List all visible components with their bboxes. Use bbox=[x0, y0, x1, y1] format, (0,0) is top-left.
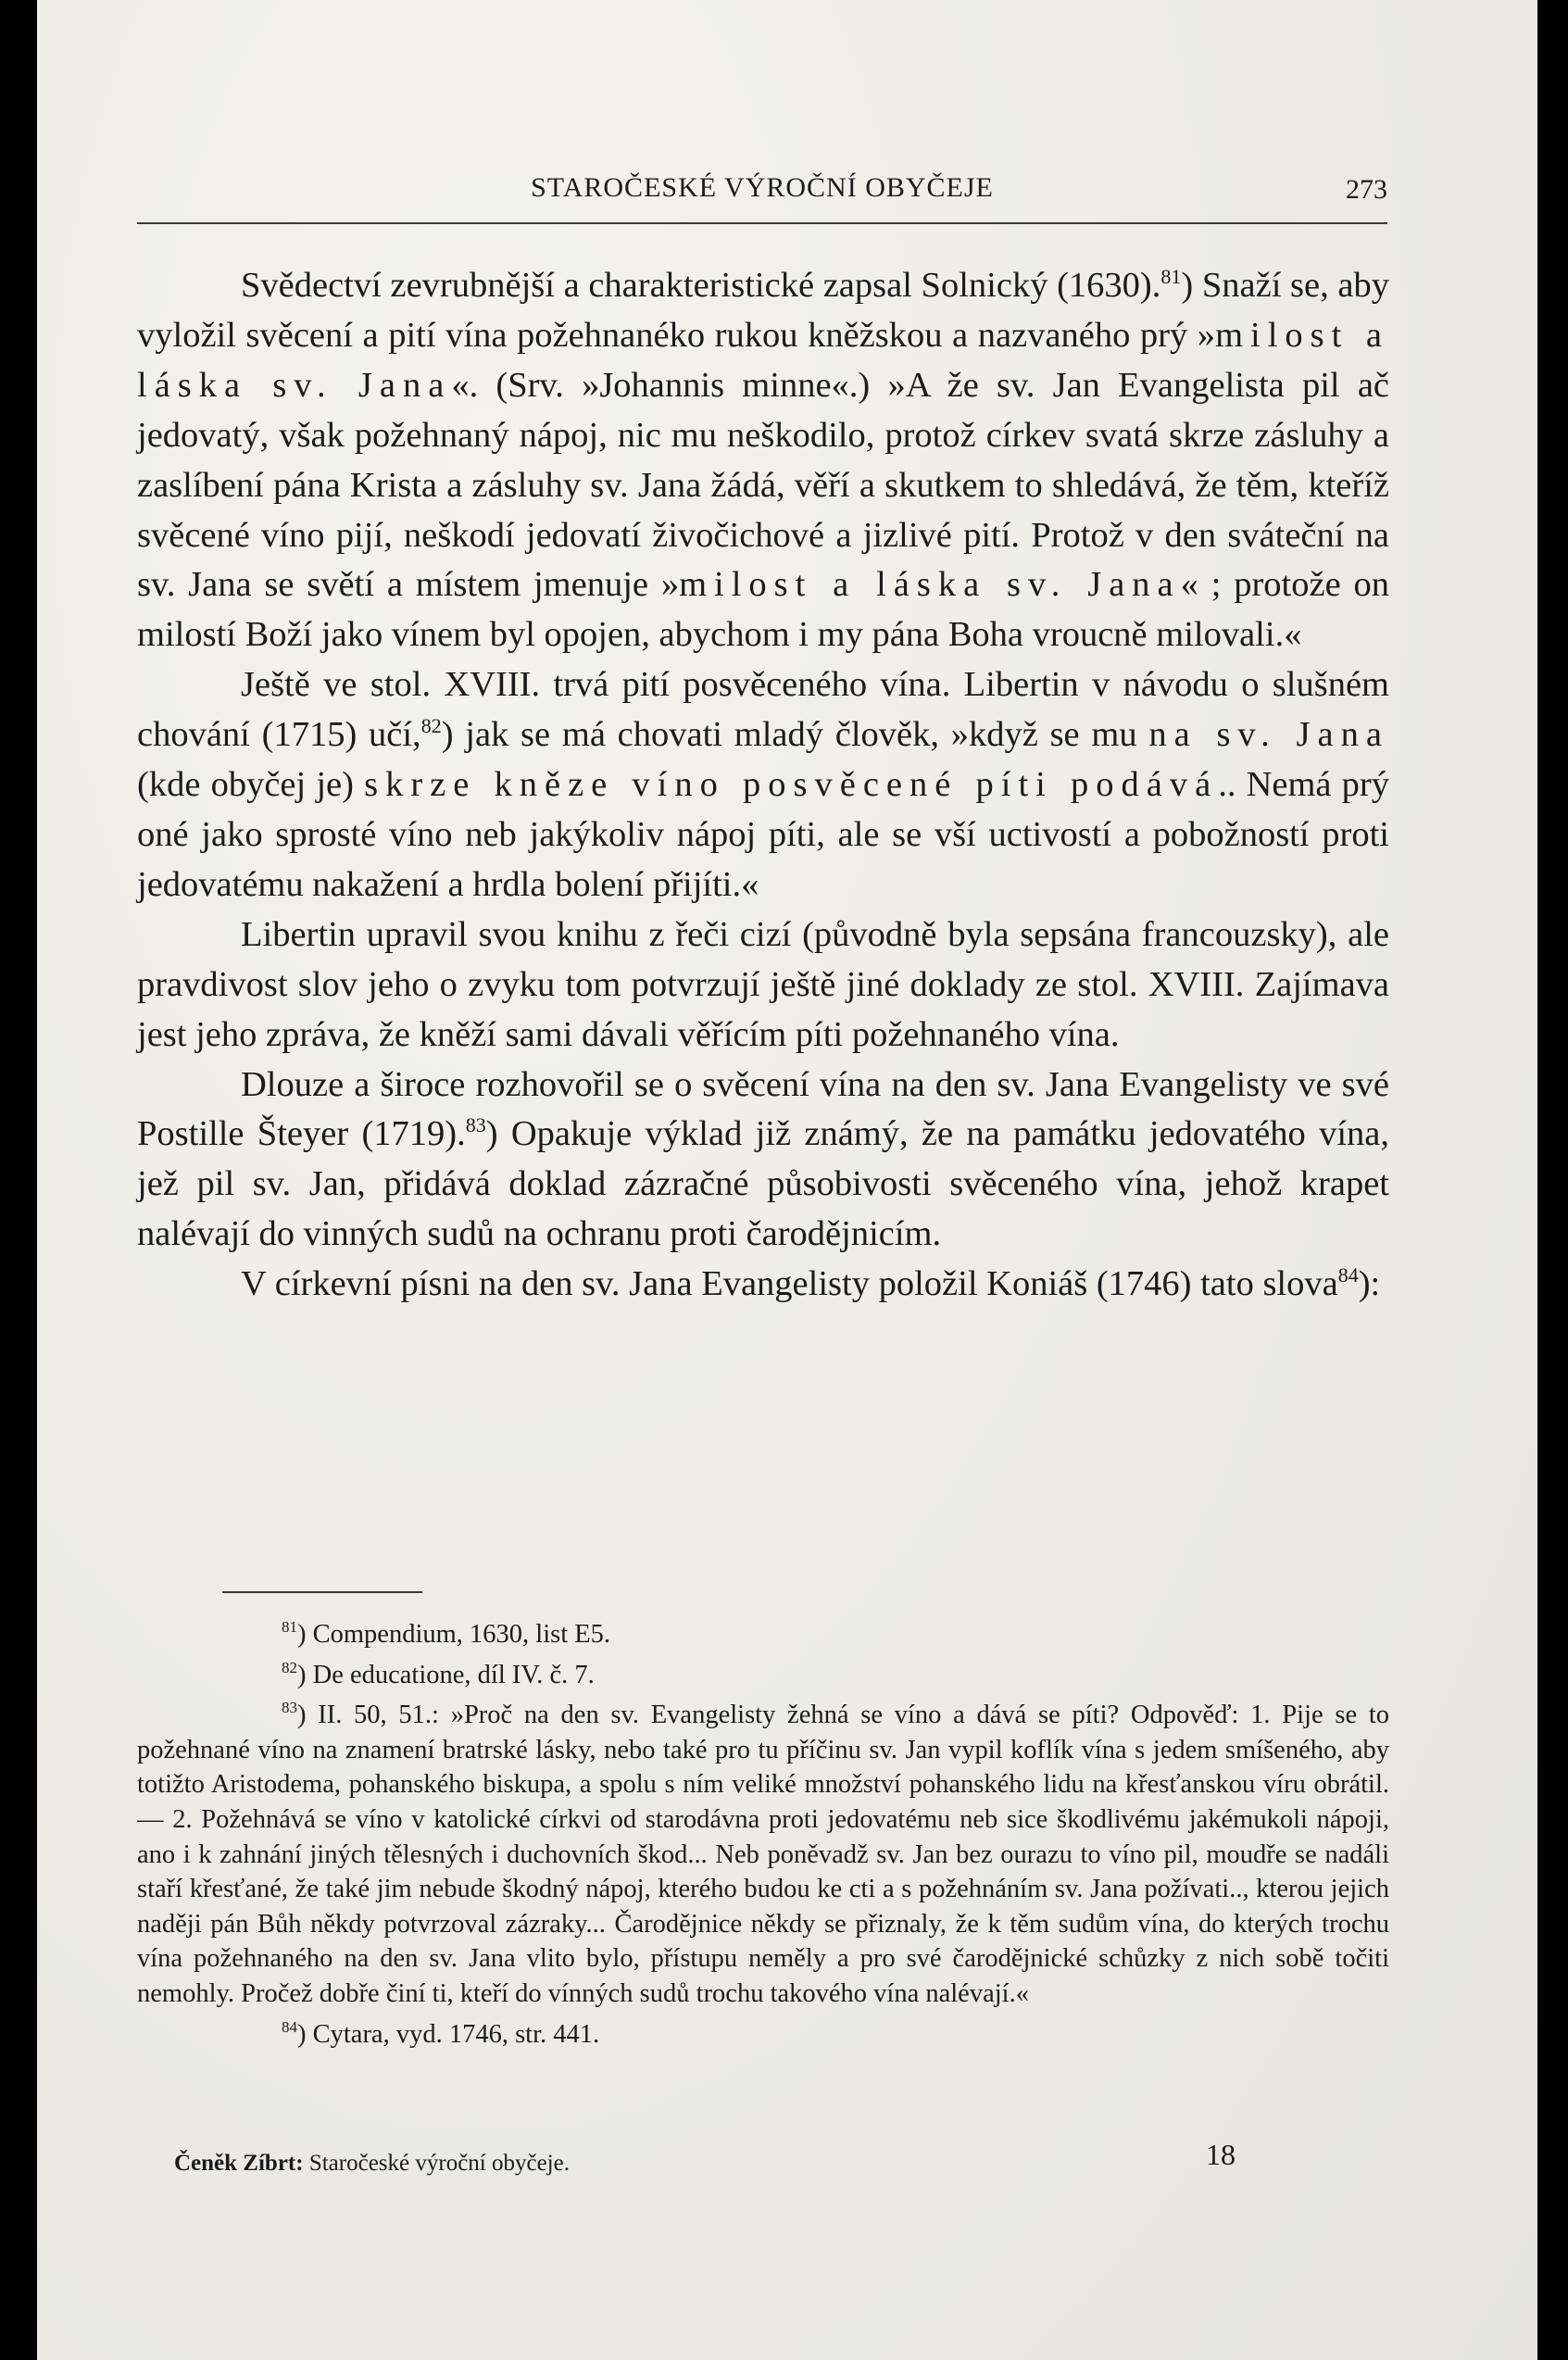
footnote-ref-82: 82 bbox=[420, 714, 442, 738]
signature-author: Čeněk Zíbrt: bbox=[174, 2151, 304, 2176]
signature-work: Staročeské výroční obyčeje. bbox=[308, 2151, 570, 2176]
footnote-84: $^{84}$) Cytara, vyd. 1746, str. 441. bbox=[282, 2017, 600, 2049]
footnote-rule bbox=[222, 1591, 422, 1593]
signature-line bbox=[174, 2151, 570, 2177]
book-page bbox=[37, 0, 1537, 2360]
paragraph-4: Dlouze a široce rozhovořil se o svěcení vína na den sv. Jana Evangelisty ve své Postille Šteyer (1719).$^{83}$) Opakuje výklad již známý, že na památku jedovatého vína, jež pil sv. Jan, přidává doklad zázračné působivosti svěceného vína, jehož krapet nalévají do vinných sudů na ochranu proti čarodějnicím. bbox=[137, 1064, 1389, 1254]
paragraph-1: Svědectví zevrubnější a charakteristické zapsal Solnický (1630).$^{81}$) Snaží se, aby vyložil svěcení a pití vína požehnanéko rukou kněžskou a nazvaného prý »milost a láska sv. Jana«. (Srv. »Johannis minne«.) »A že sv. Jan Evangelista pil ač jedovatý, však požehnaný nápoj, nic mu neškodilo, protož církev svatá skrze zásluhy a zaslíbení pána Krista a zásluhy sv. Jana žádá, věří a skutkem to shledává, že těm, kteříž svěcené víno pijí, neškodí jedovatí živočichové a jizlivé pití. Protož v den sváteční na sv. Jana se světí a místem jmenuje »milost a láska sv. Jana« ; protože on milostí Boží jako vínem byl opojen, abychom i my pána Boha vroucně milovali.« bbox=[137, 265, 1390, 655]
footnotes bbox=[137, 1617, 1389, 2057]
footnote-81: $^{81}$) Compendium, 1630, list E5. bbox=[282, 1618, 611, 1649]
footnote-ref-84: 84 bbox=[1337, 1263, 1359, 1287]
paragraph-2: Ještě ve stol. XVIII. trvá pití posvěceného vína. Libertin v návodu o slušném chování (1715) učí,$^{82}$) jak se má chovati mladý člověk, »když se mu na sv. Jana (kde obyčej je) skrze kněze víno posvěcené píti podává.. Nemá prý oné jako sprosté víno neb jakýkoliv nápoj píti, ale se vší uctivostí a pobožností proti jedovatému nakažení a hrdla bolení přijíti.« bbox=[137, 665, 1389, 904]
paragraph-3: Libertin upravil svou knihu z řeči cizí (původně byla sepsána francouzsky), ale pravdivost slov jeho o zvyku tom potvrzují ještě jiné doklady ze stol. XVIII. Zajímava jest jeho zpráva, že kněží sami dávali věřícím píti požehnaného vína. bbox=[137, 914, 1389, 1054]
main-text bbox=[137, 261, 1389, 1310]
footnote-ref-83: 83 bbox=[465, 1113, 486, 1137]
paragraph-5: V církevní písni na den sv. Jana Evangelisty položil Koniáš (1746) tato slova$^{84}$): bbox=[241, 1263, 1381, 1304]
header-rule bbox=[137, 222, 1387, 224]
sheet-number: 18 bbox=[1206, 2138, 1236, 2171]
footnote-82: $^{82}$) De educatione, díl IV. č. 7. bbox=[282, 1658, 595, 1689]
footnote-83: $^{83}$) II. 50, 51.: »Proč na den sv. Evangelisty žehná se víno a dává se píti? Odpověď: 1. Pije se to požehnané víno na znamení bratrské lásky, nebo také pro tu příčinu sv. Jan vypil koflík vína s jedem smíšeného, aby totižto Aristodema, pohanského biskupa, a spolu s ním veliké množství pohanského lidu na křesťanskou víru obrátil. — 2. Požehnává se víno v katolické církvi od starodávna proti jedovatému neb sice škodlivému jakémukoli nápoji, ano i k zahnání jiných tělesných i duchovních škod... Neb poněvadž sv. Jan bez ourazu to víno pil, moudře se nadáli staří křesťané, že také jim nebude škodný nápoj, kterého budou ke cti a s požehnáním sv. Jana požívati.., kterou jejich naději pán Bůh někdy potvrzoval zázraky... Čarodějnice někdy se přiznaly, že k těm sudům vína, do kterých trochu vína požehnaného na den sv. Jana vlito bylo, přístupu neměly a pro své čarodějnické schůzky z nich sobě točiti nemohly. Pročež dobře činí ti, kteří do vínných sudů trochu takového vína nalévají.« bbox=[137, 1699, 1389, 2008]
footnote-ref-81: 81 bbox=[1160, 265, 1182, 288]
page-number: 273 bbox=[1346, 174, 1387, 205]
page-header bbox=[137, 167, 1387, 213]
running-title: STAROČESKÉ VÝROČNÍ OBYČEJE bbox=[531, 172, 994, 203]
